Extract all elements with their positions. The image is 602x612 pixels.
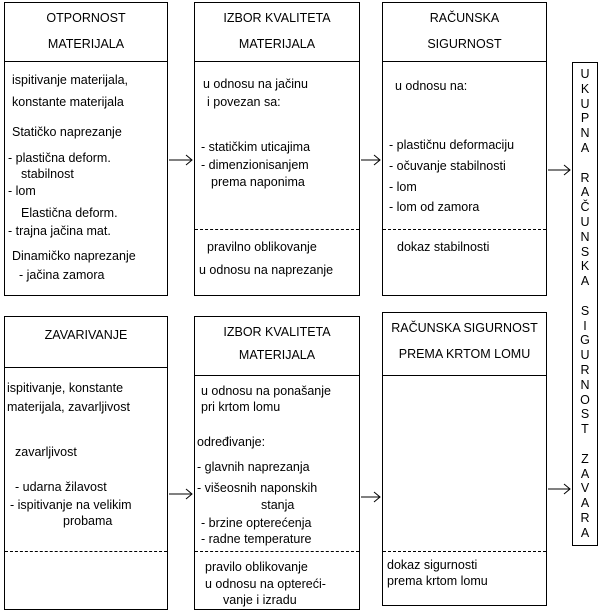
text-line: stabilnost	[21, 167, 74, 181]
dashed-divider	[195, 229, 359, 230]
text-line: - ispitivanje na velikim	[10, 498, 132, 512]
text-line: - lom od zamora	[389, 200, 480, 214]
text-line: u odnosu na naprezanje	[199, 263, 334, 277]
text-line: ispitivanje materijala,	[12, 73, 129, 87]
text-line: Statičko naprezanje	[12, 125, 122, 139]
text-line: Dinamičko naprezanje	[12, 249, 136, 263]
arrow-icon	[547, 164, 572, 176]
izbor-kvaliteta-box-2	[194, 316, 360, 610]
text-line: materijala, zavarljivost	[7, 400, 130, 414]
header-line: RAČUNSKA	[429, 11, 500, 25]
dashed-divider	[383, 551, 546, 552]
text-line: - jačina zamora	[19, 268, 105, 282]
text-line: u odnosu na jačinu	[203, 77, 308, 91]
vertical-letter: N	[580, 229, 590, 244]
arrow-icon	[547, 483, 572, 495]
vertical-letter: A	[580, 274, 590, 289]
vertical-letter: O	[580, 392, 590, 407]
text-line: - trajna jačina mat.	[8, 224, 111, 238]
otpornost-materijala-box	[4, 2, 168, 296]
izbor-kvaliteta-box-1	[194, 2, 360, 296]
arrow-icon	[360, 154, 382, 166]
otpornost-materijala-header	[5, 3, 167, 62]
text-line: u odnosu na optereći-	[205, 577, 326, 591]
ukupna-racunska-sigurnost-zavara-box	[572, 62, 598, 546]
racunska-sigurnost-krti-lom-box	[382, 312, 547, 606]
vertical-letter: K	[580, 81, 590, 96]
text-line: - statičkim uticajima	[201, 140, 311, 154]
vertical-letter: U	[580, 67, 590, 81]
racunska-sigurnost-box	[382, 2, 547, 296]
vertical-letter: G	[580, 333, 590, 348]
text-line: prema krtom lomu	[387, 574, 488, 588]
vertical-letter: S	[580, 407, 590, 422]
text-line: - glavnih naprezanja	[197, 460, 310, 474]
text-line: dokaz stabilnosti	[397, 240, 490, 254]
vertical-letter: A	[580, 496, 590, 511]
header-line: MATERIJALA	[47, 37, 125, 51]
text-line: stanja	[261, 498, 295, 512]
text-line: pravilno oblikovanje	[207, 240, 317, 254]
vertical-letter: U	[580, 348, 590, 363]
text-line: - lom	[8, 184, 36, 198]
dashed-divider	[383, 229, 546, 230]
vertical-letter: Z	[581, 451, 589, 466]
vertical-letter: S	[580, 303, 590, 318]
vertical-letter: N	[580, 377, 590, 392]
vertical-letter: Č	[580, 200, 590, 215]
text-line: - dimenzionisanjem	[201, 158, 309, 172]
vertical-letter: I	[583, 318, 587, 333]
header-line: PREMA KRTOM LOMU	[398, 347, 531, 361]
vertical-letter: R	[580, 170, 590, 185]
vertical-letter: P	[580, 111, 590, 126]
text-line: i povezan sa:	[207, 95, 281, 109]
arrow-icon	[168, 488, 194, 500]
zavarivanje-header	[5, 317, 167, 368]
vertical-letter: A	[580, 185, 590, 200]
vertical-letter: V	[580, 481, 590, 496]
text-line: - višeosnih naponskih	[197, 481, 318, 495]
text-line: - radne temperature	[201, 532, 312, 546]
vertical-letter: N	[580, 126, 590, 141]
izbor-kvaliteta-header-2	[195, 317, 359, 376]
vertical-letter: R	[580, 363, 590, 377]
text-line: u odnosu na ponašanje	[201, 384, 331, 398]
text-line: - plastična deform.	[8, 151, 111, 165]
vertical-letter: U	[580, 96, 590, 111]
text-line: određivanje:	[197, 435, 266, 449]
header-line: RAČUNSKA SIGURNOST	[391, 321, 538, 335]
header-line: IZBOR KVALITETA	[223, 325, 331, 339]
text-line: prema naponima	[211, 175, 305, 189]
racunska-sigurnost-krti-lom-header	[383, 313, 546, 376]
header-line: MATERIJALA	[238, 348, 316, 362]
vertical-letter: A	[580, 525, 590, 540]
dashed-divider	[5, 551, 167, 552]
text-line: dokaz sigurnosti	[387, 558, 478, 572]
racunska-sigurnost-header	[383, 3, 546, 62]
header-line: MATERIJALA	[238, 37, 316, 51]
header-line: SIGURNOST	[427, 37, 502, 51]
vertical-letter: A	[580, 466, 590, 481]
text-line: pri krtom lomu	[201, 400, 281, 414]
text-line: - lom	[389, 180, 417, 194]
text-line: pravilo oblikovanje	[205, 560, 308, 574]
vertical-letter: A	[580, 141, 590, 155]
text-line: ispitivanje, konstante	[7, 381, 124, 395]
text-line: - očuvanje stabilnosti	[389, 159, 506, 173]
header-line: ZAVARIVANJE	[44, 328, 128, 342]
text-line: u odnosu na:	[395, 79, 468, 93]
text-line: - udarna žilavost	[15, 480, 107, 494]
vertical-letter: T	[581, 422, 589, 437]
arrow-icon	[168, 154, 194, 166]
text-line: Elastična deform.	[21, 206, 118, 220]
text-line: konstante materijala	[12, 95, 124, 109]
text-line: - brzine opterećenja	[201, 516, 312, 530]
vertical-letter: U	[580, 215, 590, 229]
header-line: IZBOR KVALITETA	[223, 11, 331, 25]
text-line: probama	[63, 514, 113, 528]
dashed-divider	[195, 551, 359, 552]
zavarivanje-box	[4, 316, 168, 610]
vertical-letter: S	[580, 244, 590, 259]
text-line: vanje i izradu	[223, 593, 297, 607]
arrow-icon	[360, 491, 382, 503]
header-line: OTPORNOST	[46, 11, 126, 25]
text-line: - plastičnu deformaciju	[389, 138, 515, 152]
text-line: zavarljivost	[15, 445, 77, 459]
izbor-kvaliteta-header-1	[195, 3, 359, 62]
vertical-letter: K	[580, 259, 590, 274]
vertical-letter: R	[580, 511, 590, 525]
